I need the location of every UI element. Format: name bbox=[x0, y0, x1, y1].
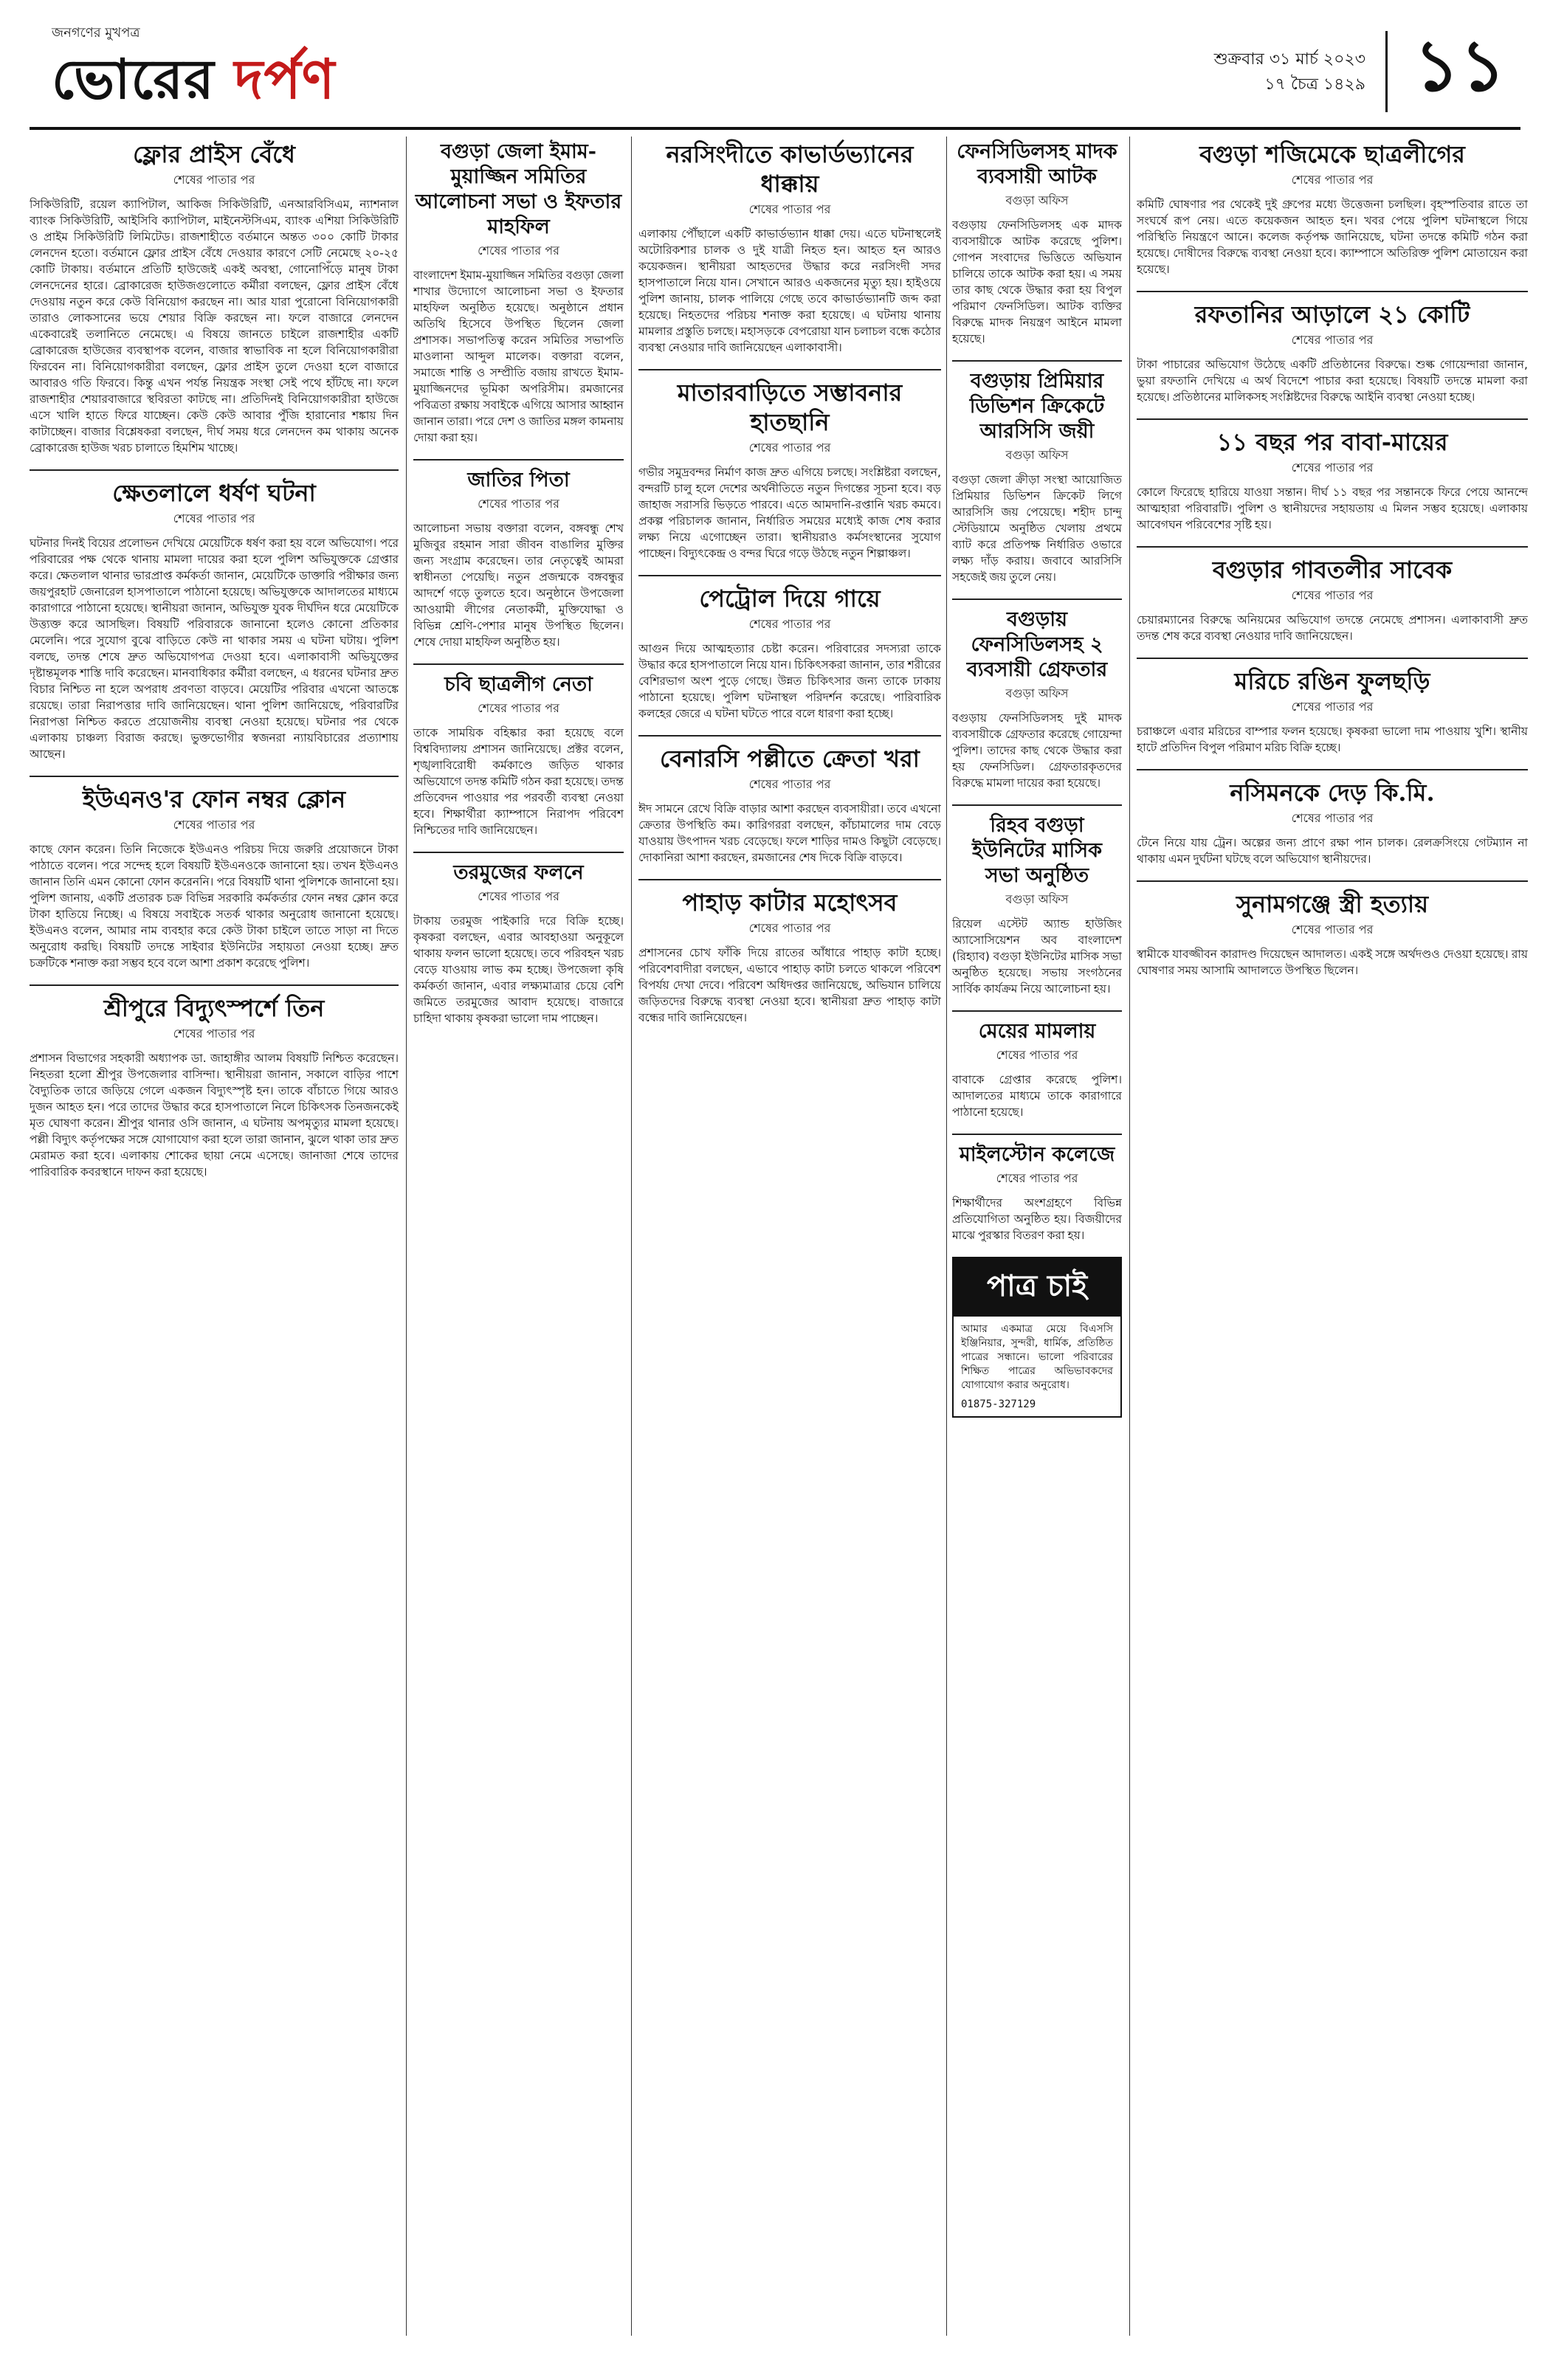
story-divider bbox=[638, 369, 941, 370]
story-body: তাকে সাময়িক বহিষ্কার করা হয়েছে বলে বিশ্ববিদ্যালয় প্রশাসন জানিয়েছে। প্রক্টর বলেন, শৃঙ্খলাবিরোধী কর্মকাণ্ডে জড়িত থাকার অভিযোগে তদন্ত কমিটি গঠন করা হয়েছে। তদন্ত প্রতিবেদন পাওয়ার পর পরবর্তী ব্যবস্থা নেওয়া হবে। শিক্ষার্থীরা ক্যাম্পাসে নিরাপদ পরিবেশ নিশ্চিতের দাবি জানিয়েছেন। bbox=[413, 726, 624, 837]
story-dateline: শেষের পাতার পর bbox=[748, 921, 831, 935]
story-body: বগুড়া জেলা ক্রীড়া সংস্থা আয়োজিত প্রিমিয়ার ডিভিশন ক্রিকেট লিগে আরসিসি জয় পেয়েছে। শহীদ চান্দু স্টেডিয়ামে অনুষ্ঠিত খেলায় প্রথমে ব্যাট করে প্রতিপক্ষ নির্ধারিত ওভারে লক্ষ্য দাঁড় করায়। জবাবে আরসিসি সহজেই জয় তুলে নেয়। bbox=[952, 473, 1122, 584]
news-story bbox=[30, 776, 399, 971]
news-story bbox=[952, 360, 1122, 585]
story-body: বাংলাদেশ ইমাম-মুয়াজ্জিন সমিতির বগুড়া জেলা শাখার উদ্যোগে আলোচনা সভা ও ইফতার মাহফিল অনুষ্ঠিত হয়েছে। অনুষ্ঠানে প্রধান অতিথি হিসেবে উপস্থিত ছিলেন জেলা প্রশাসক। সভাপতিত্ব করেন সমিতির সভাপতি মাওলানা আব্দুল মালেক। বক্তারা বলেন, সমাজে শান্তি ও সম্প্রীতি বজায় রাখতে ইমাম-মুয়াজ্জিনদের ভূমিকা অপরিসীম। রমজানের পবিত্রতা রক্ষায় সবাইকে এগিয়ে আসার আহ্বান জানান তারা। পরে দেশ ও জাতির মঙ্গল কামনায় দোয়া করা হয়। bbox=[413, 269, 624, 444]
story-body: আগুন দিয়ে আত্মহত্যার চেষ্টা করেন। পরিবারের সদস্যরা তাকে উদ্ধার করে হাসপাতালে নিয়ে যান। চিকিৎসকরা জানান, তার শরীরের বেশিরভাগ অংশ পুড়ে গেছে। উন্নত চিকিৎসার জন্য তাকে ঢাকায় পাঠানো হয়েছে। পুলিশ ঘটনাস্থল পরিদর্শন করেছে। পারিবারিক কলহের জেরে এ ঘটনা ঘটতে পারে বলে ধারণা করা হচ্ছে। bbox=[638, 642, 941, 720]
story-body: বগুড়ায় ফেনসিডিলসহ এক মাদক ব্যবসায়ীকে আটক করেছে পুলিশ। গোপন সংবাদের ভিত্তিতে অভিযান চালিয়ে তাকে আটক করা হয়। এ সময় তার কাছ থেকে উদ্ধার করা হয় বিপুল পরিমাণ ফেনসিডিল। আটক ব্যক্তির বিরুদ্ধে মাদক নিয়ন্ত্রণ আইনে মামলা হয়েছে। bbox=[952, 218, 1122, 345]
story-headline: রিহব বগুড়া ইউনিটের মাসিক সভা অনুষ্ঠিত bbox=[972, 814, 1102, 887]
story-body: স্বামীকে যাবজ্জীবন কারাদণ্ড দিয়েছেন আদালত। একই সঙ্গে অর্থদণ্ডও দেওয়া হয়েছে। রায় ঘোষণার সময় আসামি আদালতে উপস্থিত ছিলেন। bbox=[1137, 948, 1528, 977]
story-headline: বগুড়া জেলা ইমাম-মুয়াজ্জিন সমিতির আলোচনা সভা ও ইফতার মাহফিল bbox=[415, 140, 622, 238]
dateline bbox=[1214, 47, 1365, 97]
story-body: গভীর সমুদ্রবন্দর নির্মাণ কাজ দ্রুত এগিয়ে চলছে। সংশ্লিষ্টরা বলছেন, বন্দরটি চালু হলে দেশের অর্থনীতিতে নতুন দিগন্তের সূচনা হবে। বড় জাহাজ সরাসরি ভিড়তে পারবে। এতে আমদানি-রপ্তানি খরচ কমবে। প্রকল্প পরিচালক জানান, নির্ধারিত সময়ের মধ্যেই কাজ শেষ করার লক্ষ্য নিয়ে এগোচ্ছেন তারা। স্থানীয়রাও কর্মসংস্থানের সুযোগ পাচ্ছেন। বিদ্যুৎকেন্দ্র ও বন্দর ঘিরে গড়ে উঠছে নতুন শিল্পাঞ্চল। bbox=[638, 466, 941, 560]
story-headline: মেয়ের মামলায় bbox=[978, 1020, 1096, 1043]
column-4 bbox=[952, 137, 1122, 2350]
news-story bbox=[952, 1010, 1122, 1120]
story-divider bbox=[413, 852, 624, 853]
story-divider bbox=[413, 459, 624, 461]
news-story bbox=[1137, 658, 1528, 756]
column-3 bbox=[638, 137, 941, 2350]
column-divider bbox=[1129, 137, 1130, 2336]
story-dateline: বগুড়া অফিস bbox=[1005, 448, 1069, 462]
story-divider bbox=[413, 663, 624, 665]
page-number: ১১ bbox=[1413, 24, 1506, 107]
date-bengali: ১৭ চৈত্র ১৪২৯ bbox=[1264, 75, 1365, 94]
story-dateline: শেষের পাতার পর bbox=[748, 441, 831, 455]
news-story bbox=[952, 1134, 1122, 1244]
story-body: শিক্ষার্থীদের অংশগ্রহণে বিভিন্ন প্রতিযোগিতা অনুষ্ঠিত হয়। বিজয়ীদের মাঝে পুরস্কার বিতরণ করা হয়। bbox=[952, 1196, 1122, 1242]
ad-body: আমার একমাত্র মেয়ে বিএসসি ইঞ্জিনিয়ার, সুন্দরী, ধার্মিক, প্রতিষ্ঠিত পাত্রের সন্ধানে। ভালো পরিবারের শিক্ষিত পাত্রের অভিভাবকদের যোগাযোগ করার অনুরোধ। bbox=[961, 1323, 1113, 1391]
news-story bbox=[952, 599, 1122, 791]
classified-ad bbox=[952, 1257, 1122, 1418]
story-divider bbox=[1137, 546, 1528, 548]
story-body: চরাঞ্চলে এবার মরিচের বাম্পার ফলন হয়েছে। কৃষকরা ভালো দাম পাওয়ায় খুশি। স্থানীয় হাটে প্রতিদিন বিপুল পরিমাণ মরিচ বিক্রি হচ্ছে। bbox=[1137, 725, 1528, 754]
story-dateline: শেষের পাতার পর bbox=[173, 1027, 255, 1041]
story-dateline: শেষের পাতার পর bbox=[1291, 333, 1374, 347]
story-body: টাকায় তরমুজ পাইকারি দরে বিক্রি হচ্ছে। কৃষকরা বলছেন, এবার আবহাওয়া অনুকূলে থাকায় ফলন ভালো হয়েছে। তবে পরিবহন খরচ বেড়ে যাওয়ায় লাভ কম হচ্ছে। উপজেলা কৃষি কর্মকর্তা জানান, এবার লক্ষ্যমাত্রার চেয়ে বেশি জমিতে তরমুজের আবাদ হয়েছে। বাজারে চাহিদা থাকায় কৃষকরা ভালো দাম পাচ্ছেন। bbox=[413, 914, 624, 1025]
news-story bbox=[638, 575, 941, 722]
news-story bbox=[638, 735, 941, 866]
story-headline: পেট্রোল দিয়ে গায়ে bbox=[699, 584, 881, 613]
masthead bbox=[30, 16, 1520, 130]
story-dateline: শেষের পাতার পর bbox=[1291, 588, 1374, 602]
story-divider bbox=[1137, 769, 1528, 770]
story-body: কমিটি ঘোষণার পর থেকেই দুই গ্রুপের মধ্যে উত্তেজনা চলছিল। বৃহস্পতিবার রাতে তা সংঘর্ষে রূপ নেয়। এতে কয়েকজন আহত হন। খবর পেয়ে পুলিশ ঘটনাস্থলে গিয়ে পরিস্থিতি নিয়ন্ত্রণে আনে। কলেজ কর্তৃপক্ষ জানিয়েছে, ঘটনা তদন্তে কমিটি গঠন করা হয়েছে। দোষীদের বিরুদ্ধে ব্যবস্থা নেওয়া হবে। ক্যাম্পাসে অতিরিক্ত পুলিশ মোতায়েন করা হয়েছে। bbox=[1137, 198, 1528, 276]
news-story bbox=[30, 469, 399, 762]
story-dateline: শেষের পাতার পর bbox=[1291, 700, 1374, 714]
story-headline: চবি ছাত্রলীগ নেতা bbox=[444, 673, 593, 696]
story-headline: নরসিংদীতে কাভার্ডভ্যানের ধাক্কায় bbox=[666, 140, 914, 198]
story-body: চেয়ারম্যানের বিরুদ্ধে অনিয়মের অভিযোগ তদন্তে নেমেছে প্রশাসন। এলাকাবাসী দ্রুত তদন্ত শেষ করে ব্যবস্থা নেওয়ার দাবি জানিয়েছেন। bbox=[1137, 613, 1528, 643]
story-dateline: বগুড়া অফিস bbox=[1005, 686, 1069, 700]
story-body: প্রশাসনের চোখ ফাঁকি দিয়ে রাতের আঁধারে পাহাড় কাটা হচ্ছে। পরিবেশবাদীরা বলছেন, এভাবে পাহাড় কাটা চলতে থাকলে পরিবেশ বিপর্যয় দেখা দেবে। পরিবেশ অধিদপ্তর জানিয়েছে, অভিযান চালিয়ে জড়িতদের বিরুদ্ধে ব্যবস্থা নেওয়া হবে। স্থানীয়রা দ্রুত পাহাড় কাটা বন্ধের দাবি জানিয়েছেন। bbox=[638, 946, 941, 1024]
story-headline: মরিচে রঙিন ফুলছড়ি bbox=[1234, 667, 1430, 695]
story-headline: জাতির পিতা bbox=[467, 469, 570, 491]
story-headline: বগুড়ার গাবতলীর সাবেক bbox=[1212, 556, 1453, 584]
story-body: প্রশাসন বিভাগের সহকারী অধ্যাপক ডা. জাহাঙ্গীর আলম বিষয়টি নিশ্চিত করেছেন। নিহতরা হলো শ্রীপুর উপজেলার বাসিন্দা। স্থানীয়রা জানান, সকালে বাড়ির পাশে বৈদ্যুতিক তারে জড়িয়ে গেলে একজন বিদ্যুৎস্পৃষ্ট হন। তাকে বাঁচাতে গিয়ে আরও দুজন আহত হন। পরে তাদের উদ্ধার করে হাসপাতালে নিলে চিকিৎসক তিনজনকেই মৃত ঘোষণা করেন। শ্রীপুর থানার ওসি জানান, এ ঘটনায় অপমৃত্যুর মামলা হয়েছে। পল্লী বিদ্যুৎ কর্তৃপক্ষের সঙ্গে যোগাযোগ করা হলে তারা জানান, ঝুলে থাকা তার দ্রুত মেরামত করা হবে। এলাকায় শোকের ছায়া নেমে এসেছে। জানাজা শেষে তাদের পারিবারিক কবরস্থানে দাফন করা হয়েছে। bbox=[30, 1052, 399, 1179]
story-dateline: শেষের পাতার পর bbox=[1291, 922, 1374, 937]
news-story bbox=[30, 984, 399, 1180]
column-1 bbox=[30, 137, 399, 2350]
story-divider bbox=[1137, 291, 1528, 292]
story-divider bbox=[952, 804, 1122, 806]
news-story bbox=[638, 879, 941, 1026]
news-story bbox=[413, 459, 624, 650]
news-story bbox=[30, 139, 399, 456]
story-divider bbox=[952, 1010, 1122, 1012]
story-divider bbox=[1137, 658, 1528, 659]
story-divider bbox=[638, 735, 941, 737]
story-dateline: বগুড়া অফিস bbox=[1005, 193, 1069, 207]
news-story bbox=[952, 804, 1122, 997]
news-story bbox=[1137, 418, 1528, 533]
story-divider bbox=[1137, 418, 1528, 420]
story-divider bbox=[30, 776, 399, 777]
news-story bbox=[638, 139, 941, 356]
story-divider bbox=[30, 984, 399, 986]
story-divider bbox=[952, 1134, 1122, 1135]
story-dateline: শেষের পাতার পর bbox=[478, 244, 559, 258]
story-headline: বেনারসি পল্লীতে ক্রেতা খরা bbox=[660, 745, 920, 773]
story-headline: ফেনসিডিলসহ মাদক ব্যবসায়ী আটক bbox=[957, 140, 1117, 188]
story-headline: বগুড়ায় ফেনসিডিলসহ ২ ব্যবসায়ী গ্রেফতার bbox=[966, 608, 1108, 681]
story-headline: পাহাড় কাটার মহোৎসব bbox=[682, 889, 898, 917]
story-headline: বগুড়া শজিমেকে ছাত্রলীগের bbox=[1199, 140, 1465, 168]
story-body: কাছে ফোন করেন। তিনি নিজেকে ইউএনও পরিচয় দিয়ে জরুরি প্রয়োজনে টাকা পাঠাতে বলেন। পরে সন্দেহ হলে বিষয়টি ইউএনওকে জানানো হয়। তখন ইউএনও জানান তিনি এমন কোনো ফোন করেননি। পরে বিষয়টি থানা পুলিশকে জানানো হয়। পুলিশ জানায়, একটি প্রতারক চক্র বিভিন্ন সরকারি কর্মকর্তার ফোন নম্বর ক্লোন করে টাকা হাতিয়ে নিচ্ছে। এ বিষয়ে সবাইকে সতর্ক থাকার অনুরোধ জানানো হয়েছে। ইউএনও বলেন, আমার নাম ব্যবহার করে কেউ টাকা চাইলে তাতে সাড়া না দিতে অনুরোধ করছি। বিষয়টি তদন্তে সাইবার ইউনিটের সহায়তা নেওয়া হচ্ছে। দ্রুত চক্রটিকে শনাক্ত করা সম্ভব হবে বলে আশা প্রকাশ করেছে পুলিশ। bbox=[30, 843, 399, 970]
column-divider bbox=[946, 137, 947, 2336]
tagline: জনগণের মুখপত্র bbox=[52, 25, 140, 41]
news-story bbox=[1137, 546, 1528, 644]
story-body: টাকা পাচারের অভিযোগ উঠেছে একটি প্রতিষ্ঠানের বিরুদ্ধে। শুল্ক গোয়েন্দারা জানান, ভুয়া রফতানি দেখিয়ে এ অর্থ বিদেশে পাচার করা হয়েছে। বিষয়টি তদন্তে মামলা করা হয়েছে। প্রতিষ্ঠানের মালিকসহ সংশ্লিষ্টদের বিরুদ্ধে আইনি ব্যবস্থা নেওয়া হচ্ছে। bbox=[1137, 358, 1528, 404]
story-dateline: শেষের পাতার পর bbox=[1291, 811, 1374, 825]
news-story bbox=[1137, 880, 1528, 979]
news-story bbox=[1137, 139, 1528, 277]
story-body: বগুড়ায় ফেনসিডিলসহ দুই মাদক ব্যবসায়ীকে গ্রেফতার করেছে গোয়েন্দা পুলিশ। তাদের কাছ থেকে উদ্ধার করা হয় ফেনসিডিল। গ্রেফতারকৃতদের বিরুদ্ধে মামলা দায়ের করা হয়েছে। bbox=[952, 711, 1122, 790]
story-body: ঈদ সামনে রেখে বিক্রি বাড়ার আশা করছেন ব্যবসায়ীরা। তবে এখনো ক্রেতার উপস্থিতি কম। কারিগররা বলছেন, কাঁচামালের দাম বেড়ে যাওয়ায় উৎপাদন খরচ বেড়েছে। ফলে শাড়ির দামও কিছুটা বেড়েছে। দোকানিরা আশা করছেন, রমজানের শেষ দিকে বিক্রি বাড়বে। bbox=[638, 802, 941, 864]
news-story bbox=[1137, 769, 1528, 867]
story-body: রিয়েল এস্টেট অ্যান্ড হাউজিং অ্যাসোসিয়েশন অব বাংলাদেশ (রিহ্যাব) বগুড়া ইউনিটের মাসিক সভা অনুষ্ঠিত হয়েছে। সভায় সংগঠনের সার্বিক কার্যক্রম নিয়ে আলোচনা হয়। bbox=[952, 917, 1122, 996]
story-headline: ফ্লোর প্রাইস বেঁধে bbox=[133, 140, 295, 168]
news-story bbox=[952, 139, 1122, 347]
story-headline: তরমুজের ফলনে bbox=[453, 861, 584, 884]
story-dateline: শেষের পাতার পর bbox=[996, 1171, 1078, 1185]
story-divider bbox=[30, 469, 399, 471]
story-dateline: শেষের পাতার পর bbox=[478, 701, 559, 715]
story-dateline: শেষের পাতার পর bbox=[748, 202, 831, 216]
pageno-divider bbox=[1385, 31, 1388, 112]
story-body: আলোচনা সভায় বক্তারা বলেন, বঙ্গবন্ধু শেখ মুজিবুর রহমান সারা জীবন বাঙালির মুক্তির জন্য সংগ্রাম করেছেন। তার নেতৃত্বেই আমরা স্বাধীনতা পেয়েছি। নতুন প্রজন্মকে বঙ্গবন্ধুর আদর্শে গড়ে তুলতে হবে। অনুষ্ঠানে উপজেলা আওয়ামী লীগের নেতাকর্মী, মুক্তিযোদ্ধা ও বিভিন্ন শ্রেণি-পেশার মানুষ উপস্থিত ছিলেন। শেষে দোয়া মাহফিল অনুষ্ঠিত হয়। bbox=[413, 522, 624, 649]
news-story bbox=[1137, 291, 1528, 405]
column-2 bbox=[413, 137, 624, 2350]
story-headline: সুনামগঞ্জে স্ত্রী হত্যায় bbox=[1236, 890, 1429, 918]
news-story bbox=[413, 139, 624, 446]
story-headline: বগুড়ায় প্রিমিয়ার ডিভিশন ক্রিকেটে আরসিসি জয়ী bbox=[969, 370, 1105, 443]
logo-text-2: দর্পণ bbox=[234, 48, 336, 111]
story-headline: ১১ বছর পর বাবা-মায়ের bbox=[1216, 428, 1448, 456]
story-divider bbox=[638, 575, 941, 576]
logo-text-1: ভোরের bbox=[52, 48, 235, 111]
story-divider bbox=[952, 360, 1122, 362]
story-dateline: বগুড়া অফিস bbox=[1005, 892, 1069, 906]
story-headline: রফতানির আড়ালে ২১ কোটি bbox=[1194, 300, 1470, 328]
story-divider bbox=[1137, 880, 1528, 882]
story-divider bbox=[638, 879, 941, 880]
story-dateline: শেষের পাতার পর bbox=[478, 497, 559, 511]
story-dateline: শেষের পাতার পর bbox=[478, 889, 559, 903]
story-body: টেনে নিয়ে যায় ট্রেন। অল্পের জন্য প্রাণে রক্ষা পান চালক। রেলক্রসিংয়ে গেটম্যান না থাকায় এমন দুর্ঘটনা ঘটছে বলে অভিযোগ স্থানীয়দের। bbox=[1137, 836, 1528, 866]
story-headline: মাতারবাড়িতে সম্ভাবনার হাতছানি bbox=[677, 379, 903, 436]
date-english: শুক্রবার ৩১ মার্চ ২০২৩ bbox=[1213, 50, 1365, 69]
news-story bbox=[413, 852, 624, 1027]
story-body: বাবাকে গ্রেপ্তার করেছে পুলিশ। আদালতের মাধ্যমে তাকে কারাগারে পাঠানো হয়েছে। bbox=[952, 1073, 1122, 1119]
story-body: সিকিউরিটি, রয়েল ক্যাপিটাল, আকিজ সিকিউরিটি, এনআরবিসিএম, ন্যাশনাল ব্যাংক সিকিউরিটি, আইসিবি ক্যাপিটাল, মাইনেস্টসিএম, ব্যাংক এশিয়া সিকিউরিটি ও প্রাইম সিকিউরিটি লিমিটেড। রাজশাহীতে বর্তমানে অন্তত ৩০০ কোটি টাকার লেনদেন হতো। বর্তমানে ফ্লোর প্রাইস বেঁধে দেওয়ার কারণে সেটি নেমেছে ২০-২৫ কোটি টাকায়। বর্তমানে প্রতিটি হাউজেই একই অবস্থা, গোনোপিঁড়ে মানুষ টাকা লেনদেনের হারে। ব্রোকারেজ হাউজগুলোতে কর্মীরা বলছেন, ফ্লোর প্রাইস বেঁধে দেওয়ায় নতুন করে কেউ বিনিয়োগ করছেন না। আর যারা পুরোনো বিনিয়োগকারী তারাও লোকসানের ভয়ে শেয়ার বিক্রি করছেন না। ফলে বাজারে লেনদেন একেবারেই তলানিতে নেমেছে। এ বিষয়ে জানতে চাইলে রাজশাহীর একটি ব্রোকারেজ হাউজের ব্যবস্থাপক বলেন, বাজার স্বাভাবিক না হলে বিনিয়োগকারীরা ফিরবেন না। বিনিয়োগকারীরা বলছেন, ফ্লোর প্রাইস তুলে দেওয়া হলে বাজারে আবারও গতি ফিরবে। কিন্তু এখন পর্যন্ত নিয়ন্ত্রক সংস্থা সেই পথে হাঁটছে না। ফলে রাজশাহীর শেয়ারবাজারে স্থবিরতা কাটছে না। প্রতিদিনই বিনিয়োগকারীরা হাউজে এসে খালি হাতে ফিরে যাচ্ছেন। কেউ কেউ আবার পুঁজি হারানোর শঙ্কায় দিন কাটাচ্ছেন। বাজার বিশ্লেষকরা বলছেন, দীর্ঘ সময় ধরে লেনদেন কম থাকায় অনেক ব্রোকারেজ হাউজ খরচ চালাতে হিমশিম খাচ্ছে। bbox=[30, 198, 399, 455]
story-dateline: শেষের পাতার পর bbox=[173, 511, 255, 525]
story-dateline: শেষের পাতার পর bbox=[1291, 173, 1374, 187]
story-dateline: শেষের পাতার পর bbox=[173, 173, 255, 187]
story-dateline: শেষের পাতার পর bbox=[748, 617, 831, 631]
story-headline: মাইলস্টোন কলেজে bbox=[959, 1143, 1115, 1166]
story-headline: ক্ষেতলালে ধর্ষণ ঘটনা bbox=[112, 479, 316, 507]
news-story bbox=[638, 369, 941, 562]
story-headline: ইউএনও'র ফোন নম্বর ক্লোন bbox=[82, 785, 346, 813]
ad-contact: 01875-327129 bbox=[961, 1398, 1036, 1410]
story-body: এলাকায় পৌঁছালে একটি কাভার্ডভ্যান ধাক্কা দেয়। এতে ঘটনাস্থলেই অটোরিকশার চালক ও দুই যাত্রী নিহত হন। আহত হন আরও কয়েকজন। স্থানীয়রা আহতদের উদ্ধার করে নরসিংদী সদর হাসপাতালে নিয়ে যান। সেখানে আরও একজনের মৃত্যু হয়। হাইওয়ে পুলিশ জানায়, চালক পালিয়ে গেছে তবে কাভার্ডভ্যানটি জব্দ করা হয়েছে। নিহতদের পরিচয় শনাক্ত করা হয়েছে। এ ঘটনায় থানায় মামলার প্রস্তুতি চলছে। মহাসড়কে বেপরোয়া যান চলাচল বন্ধে কঠোর ব্যবস্থা নেওয়ার দাবি জানিয়েছেন এলাকাবাসী। bbox=[638, 227, 941, 354]
column-divider bbox=[406, 137, 407, 2336]
story-dateline: শেষের পাতার পর bbox=[748, 777, 831, 791]
news-story bbox=[413, 663, 624, 838]
ad-title: পাত্র চাই bbox=[954, 1258, 1120, 1317]
story-headline: নসিমনকে দেড় কি.মি. bbox=[1230, 779, 1435, 807]
story-body: ঘটনার দিনই বিয়ের প্রলোভন দেখিয়ে মেয়েটিকে ধর্ষণ করা হয় বলে অভিযোগ। পরে পরিবারের পক্ষ থেকে থানায় মামলা দায়ের করা হলে পুলিশ অভিযুক্তকে গ্রেপ্তার করে। ক্ষেতলাল থানার ভারপ্রাপ্ত কর্মকর্তা জানান, মেয়েটিকে ডাক্তারি পরীক্ষার জন্য জয়পুরহাট জেনারেল হাসপাতালে পাঠানো হয়েছে। অভিযুক্তকে আদালতের মাধ্যমে কারাগারে পাঠানো হয়েছে। স্থানীয়রা জানান, অভিযুক্ত যুবক দীর্ঘদিন ধরে মেয়েটিকে উত্ত্যক্ত করে আসছিল। বিষয়টি পরিবারকে জানানো হলেও কোনো প্রতিকার মেলেনি। পরে সুযোগ বুঝে বাড়িতে কেউ না থাকার সময় এ ঘটনা ঘটায়। পুলিশ বলছে, তদন্ত শেষে দ্রুত অভিযোগপত্র দেওয়া হবে। এলাকাবাসী অভিযুক্তের দৃষ্টান্তমূলক শাস্তি দাবি করেছেন। মানবাধিকার কর্মীরা বলছেন, এ ধরনের ঘটনার দ্রুত বিচার নিশ্চিত না হলে অপরাধ প্রবণতা বাড়বে। মেয়েটির পরিবার এখনো আতঙ্কে রয়েছে। তারা নিরাপত্তার দাবি জানিয়েছেন। থানা পুলিশ জানিয়েছে, পরিবারটির নিরাপত্তা নিশ্চিত করতে প্রয়োজনীয় ব্যবস্থা নেওয়া হয়েছে। ঘটনার পর থেকে এলাকায় চাঞ্চল্য বিরাজ করছে। ভুক্তভোগীর স্বজনরা ন্যায়বিচারের প্রত্যাশায় আছেন। bbox=[30, 537, 399, 761]
column-5 bbox=[1137, 137, 1528, 2350]
column-divider bbox=[631, 137, 632, 2336]
newspaper-logo bbox=[52, 38, 335, 129]
story-dateline: শেষের পাতার পর bbox=[173, 818, 255, 832]
story-headline: শ্রীপুরে বিদ্যুৎস্পর্শে তিন bbox=[103, 994, 325, 1022]
story-divider bbox=[952, 599, 1122, 600]
story-body: কোলে ফিরেছে হারিয়ে যাওয়া সন্তান। দীর্ঘ ১১ বছর পর সন্তানকে ফিরে পেয়ে আনন্দে আত্মহারা পরিবারটি। পুলিশ ও স্থানীয়দের সহায়তায় এ মিলন সম্ভব হয়েছে। এলাকায় আবেগঘন পরিবেশের সৃষ্টি হয়। bbox=[1137, 486, 1528, 531]
story-dateline: শেষের পাতার পর bbox=[1291, 461, 1374, 475]
story-dateline: শেষের পাতার পর bbox=[996, 1048, 1078, 1062]
